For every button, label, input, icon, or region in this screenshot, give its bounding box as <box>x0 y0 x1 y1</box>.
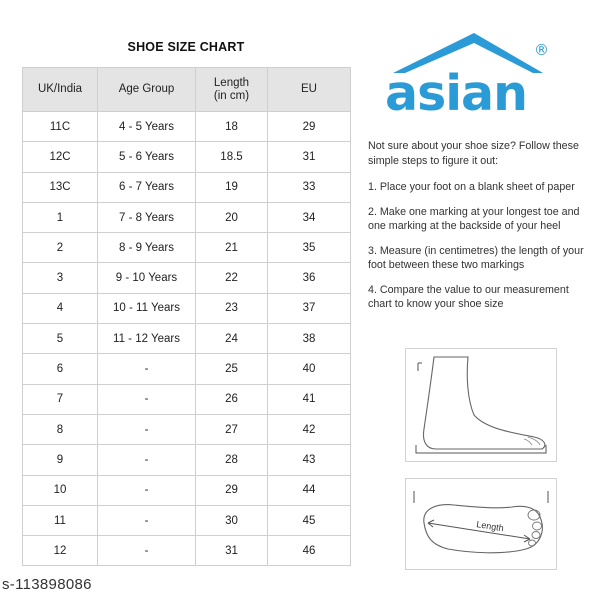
cell-eu: 43 <box>268 445 351 475</box>
table-header-row <box>23 68 351 112</box>
cell-age-group: - <box>98 505 196 535</box>
header-length <box>196 68 268 112</box>
cell-length: 30 <box>196 505 268 535</box>
cell-uk-india: 9 <box>23 445 98 475</box>
cell-length: 26 <box>196 384 268 414</box>
cell-uk-india: 12C <box>23 142 98 172</box>
cell-age-group: - <box>98 354 196 384</box>
registered-mark-icon: ® <box>534 41 549 59</box>
cell-eu: 37 <box>268 293 351 323</box>
cell-eu: 44 <box>268 475 351 505</box>
cell-eu: 45 <box>268 505 351 535</box>
cell-length: 27 <box>196 414 268 444</box>
cell-eu: 33 <box>268 172 351 202</box>
shoe-size-table <box>22 67 351 566</box>
cell-uk-india: 4 <box>23 293 98 323</box>
table-row <box>23 475 351 505</box>
cell-age-group: 9 - 10 Years <box>98 263 196 293</box>
cell-length: 18 <box>196 112 268 142</box>
cell-eu: 34 <box>268 202 351 232</box>
instructions <box>368 139 590 322</box>
cell-eu: 31 <box>268 142 351 172</box>
foot-sole-view-icon <box>406 479 556 569</box>
cell-length: 24 <box>196 324 268 354</box>
logo-wordmark: asian <box>385 65 527 118</box>
instruction-step-1: 1. Place your foot on a blank sheet of paper <box>368 181 575 193</box>
header-length-line2: (in cm) <box>213 89 250 102</box>
cell-length: 25 <box>196 354 268 384</box>
cell-eu: 35 <box>268 233 351 263</box>
cell-uk-india: 8 <box>23 414 98 444</box>
cell-uk-india: 11 <box>23 505 98 535</box>
instruction-step-4: 4. Compare the value to our measurement chart to know your shoe size <box>368 283 569 310</box>
cell-uk-india: 1 <box>23 202 98 232</box>
cell-length: 31 <box>196 536 268 566</box>
table-row <box>23 414 351 444</box>
header-eu: EU <box>268 68 351 112</box>
table-row <box>23 263 351 293</box>
cell-age-group: 7 - 8 Years <box>98 202 196 232</box>
cell-uk-india: 5 <box>23 324 98 354</box>
cell-length: 18.5 <box>196 142 268 172</box>
cell-age-group: - <box>98 445 196 475</box>
cell-length: 19 <box>196 172 268 202</box>
header-uk-india: UK/India <box>23 68 98 112</box>
table-body <box>23 112 351 566</box>
cell-age-group: 10 - 11 Years <box>98 293 196 323</box>
length-label: Length <box>475 519 505 534</box>
table-row <box>23 293 351 323</box>
foot-side-view-panel <box>405 348 557 462</box>
cell-uk-india: 6 <box>23 354 98 384</box>
cell-uk-india: 11C <box>23 112 98 142</box>
cell-length: 29 <box>196 475 268 505</box>
table-row <box>23 233 351 263</box>
instruction-step-2: 2. Make one marking at your longest toe and one marking at the backside of your heel <box>368 205 580 232</box>
watermark-id: s-113898086 <box>2 576 92 593</box>
cell-length: 28 <box>196 445 268 475</box>
cell-eu: 40 <box>268 354 351 384</box>
cell-age-group: - <box>98 536 196 566</box>
table-row <box>23 202 351 232</box>
cell-eu: 41 <box>268 384 351 414</box>
table-row <box>23 324 351 354</box>
instruction-step-3: 3. Measure (in centimetres) the length of your foot between these two markings <box>368 244 584 271</box>
cell-uk-india: 12 <box>23 536 98 566</box>
table-row <box>23 384 351 414</box>
foot-sole-view-panel <box>405 478 557 570</box>
cell-eu: 38 <box>268 324 351 354</box>
foot-side-view-icon <box>406 349 556 461</box>
cell-age-group: 8 - 9 Years <box>98 233 196 263</box>
cell-uk-india: 7 <box>23 384 98 414</box>
cell-age-group: - <box>98 414 196 444</box>
header-age-group: Age Group <box>98 68 196 112</box>
cell-length: 23 <box>196 293 268 323</box>
instructions-intro: Not sure about your shoe size? Follow these simple steps to figure it out: <box>368 140 579 167</box>
cell-age-group: 5 - 6 Years <box>98 142 196 172</box>
cell-uk-india: 3 <box>23 263 98 293</box>
cell-age-group: - <box>98 475 196 505</box>
table-row <box>23 142 351 172</box>
cell-length: 20 <box>196 202 268 232</box>
cell-age-group: 6 - 7 Years <box>98 172 196 202</box>
cell-eu: 42 <box>268 414 351 444</box>
chart-title: SHOE SIZE CHART <box>127 40 245 54</box>
cell-eu: 29 <box>268 112 351 142</box>
cell-eu: 36 <box>268 263 351 293</box>
table-row <box>23 112 351 142</box>
cell-uk-india: 10 <box>23 475 98 505</box>
header-length-line1: Length <box>213 76 250 89</box>
table-row <box>23 536 351 566</box>
table-row <box>23 505 351 535</box>
cell-length: 22 <box>196 263 268 293</box>
table-row <box>23 445 351 475</box>
cell-uk-india: 13C <box>23 172 98 202</box>
cell-age-group: 4 - 5 Years <box>98 112 196 142</box>
asian-logo <box>383 30 553 118</box>
cell-age-group: 11 - 12 Years <box>98 324 196 354</box>
cell-eu: 46 <box>268 536 351 566</box>
table-row <box>23 172 351 202</box>
cell-length: 21 <box>196 233 268 263</box>
cell-uk-india: 2 <box>23 233 98 263</box>
cell-age-group: - <box>98 384 196 414</box>
table-row <box>23 354 351 384</box>
